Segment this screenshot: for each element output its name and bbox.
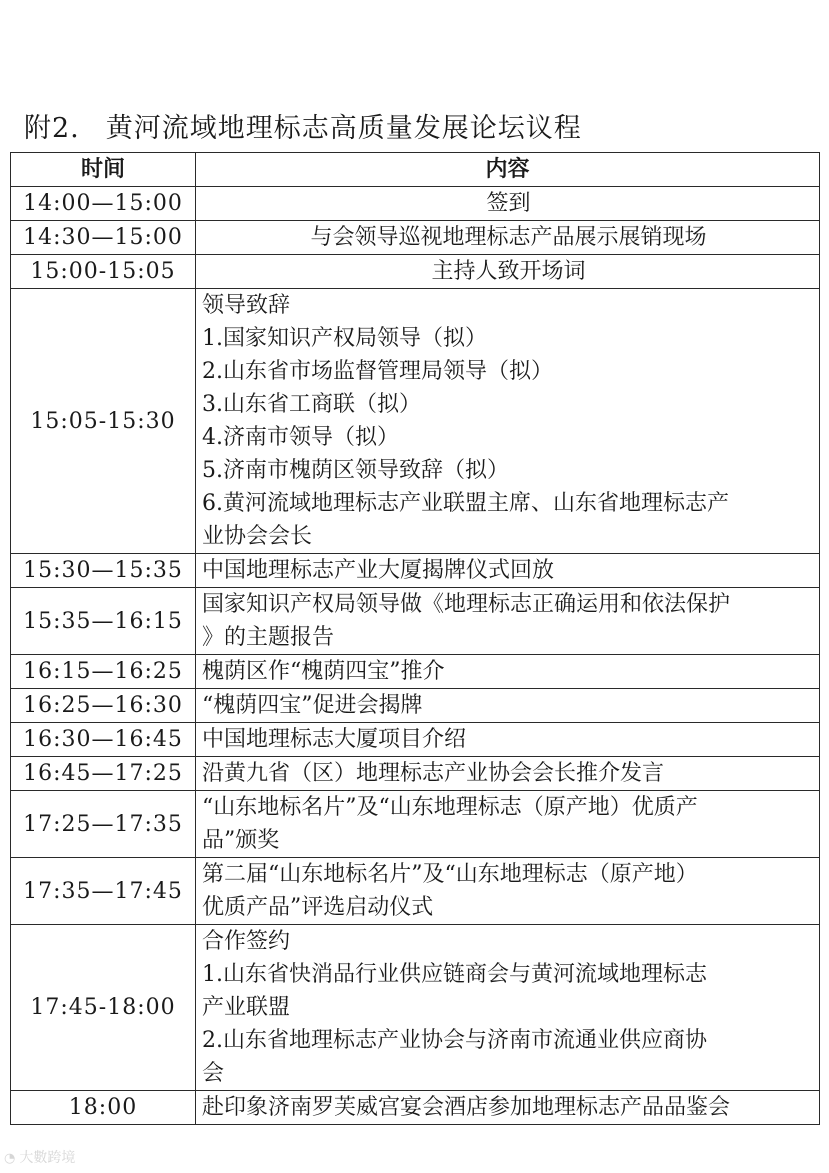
content-line: 2.山东省市场监督管理局领导（拟） xyxy=(202,359,553,384)
table-row xyxy=(11,221,820,255)
agenda-body xyxy=(11,187,820,1125)
row-time: 15:30—15:35 xyxy=(11,554,196,588)
row-content xyxy=(196,858,820,925)
content-line: 》的主题报告 xyxy=(202,625,335,650)
row-content xyxy=(196,187,820,221)
row-time: 16:30—16:45 xyxy=(11,723,196,757)
table-row xyxy=(11,588,820,655)
row-time: 17:45-18:00 xyxy=(11,925,196,1091)
row-content xyxy=(196,689,820,723)
header-time: 时间 xyxy=(11,153,196,187)
table-row xyxy=(11,255,820,289)
content-line: 国家知识产权局领导做《地理标志正确运用和依法保护 xyxy=(202,592,731,617)
row-time: 16:15—16:25 xyxy=(11,655,196,689)
row-content xyxy=(196,925,820,1091)
content-line: 产业联盟 xyxy=(202,995,291,1020)
content-line: 业协会会长 xyxy=(202,524,313,549)
row-time: 14:30—15:00 xyxy=(11,221,196,255)
row-content xyxy=(196,723,820,757)
row-time: 15:35—16:15 xyxy=(11,588,196,655)
content-line: 4.济南市领导（拟） xyxy=(202,425,399,450)
content-line: “槐荫四宝”促进会揭牌 xyxy=(202,693,423,718)
content-line: 1.山东省快消品行业供应链商会与黄河流域地理标志 xyxy=(202,962,707,987)
content-line: 槐荫区作“槐荫四宝”推介 xyxy=(202,659,445,684)
content-line: 领导致辞 xyxy=(202,293,291,318)
content-line: 赴印象济南罗芙威宫宴会酒店参加地理标志产品品鉴会 xyxy=(202,1095,731,1120)
row-content xyxy=(196,221,820,255)
table-row xyxy=(11,757,820,791)
watermark-text: 大數跨境 xyxy=(19,1150,76,1166)
table-row xyxy=(11,187,820,221)
content-line: 中国地理标志产业大厦揭牌仪式回放 xyxy=(202,558,555,583)
row-time: 17:25—17:35 xyxy=(11,791,196,858)
table-row xyxy=(11,925,820,1091)
header-row xyxy=(11,153,820,187)
row-content xyxy=(196,757,820,791)
title-number: 附2. xyxy=(24,113,80,144)
row-content xyxy=(196,1091,820,1125)
row-content xyxy=(196,289,820,554)
content-line: 中国地理标志大厦项目介绍 xyxy=(202,727,467,752)
table-row xyxy=(11,554,820,588)
content-line: “山东地标名片”及“山东地理标志（原产地）优质产 xyxy=(202,795,698,820)
table-row xyxy=(11,655,820,689)
row-content xyxy=(196,588,820,655)
content-line: 5.济南市槐荫区领导致辞（拟） xyxy=(202,458,509,483)
row-content xyxy=(196,554,820,588)
table-row xyxy=(11,289,820,554)
header-content: 内容 xyxy=(196,153,820,187)
table-row xyxy=(11,723,820,757)
table-row xyxy=(11,689,820,723)
content-line: 合作签约 xyxy=(202,929,291,954)
content-line: 会 xyxy=(202,1061,225,1086)
document-title xyxy=(24,112,582,146)
content-line: 签到 xyxy=(486,191,531,216)
row-content xyxy=(196,791,820,858)
table-row xyxy=(11,791,820,858)
content-line: 6.黄河流域地理标志产业联盟主席、山东省地理标志产 xyxy=(202,491,729,516)
content-line: 3.山东省工商联（拟） xyxy=(202,392,421,417)
agenda-table xyxy=(10,152,820,1125)
row-time: 17:35—17:45 xyxy=(11,858,196,925)
row-time: 16:45—17:25 xyxy=(11,757,196,791)
content-line: 优质产品”评选启动仪式 xyxy=(202,895,434,920)
weibo-icon: ◔ xyxy=(4,1151,16,1166)
row-time: 16:25—16:30 xyxy=(11,689,196,723)
content-line: 沿黄九省（区）地理标志产业协会会长推介发言 xyxy=(202,761,665,786)
content-line: 与会领导巡视地理标志产品展示展销现场 xyxy=(310,225,707,250)
row-time: 14:00—15:00 xyxy=(11,187,196,221)
table-row xyxy=(11,1091,820,1125)
table-row xyxy=(11,858,820,925)
content-line: 第二届“山东地标名片”及“山东地理标志（原产地） xyxy=(202,862,698,887)
row-content xyxy=(196,655,820,689)
row-time: 15:00-15:05 xyxy=(11,255,196,289)
content-line: 1.国家知识产权局领导（拟） xyxy=(202,326,487,351)
title-text: 黄河流域地理标志高质量发展论坛议程 xyxy=(105,113,582,144)
content-line: 品”颁奖 xyxy=(202,828,280,853)
content-line: 2.山东省地理标志产业协会与济南市流通业供应商协 xyxy=(202,1028,707,1053)
row-time: 15:05-15:30 xyxy=(11,289,196,554)
row-time: 18:00 xyxy=(11,1091,196,1125)
row-content xyxy=(196,255,820,289)
content-line: 主持人致开场词 xyxy=(431,259,586,284)
watermark xyxy=(4,1147,75,1167)
